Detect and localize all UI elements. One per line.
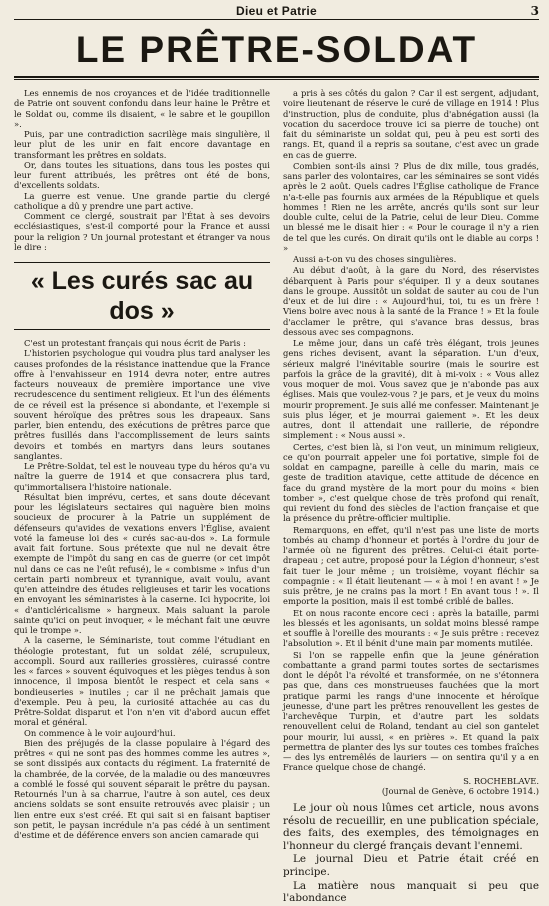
- intro-paragraph: Puis, par une contradiction sacrilège mais singulière, il leur plut de les unir en fait encore davantage en transformant les prêtres en soldats.: [14, 129, 270, 160]
- article-paragraph: Et on nous raconte encore ceci : après la bataille, parmi les blessés et les agonisants, un soldat moins blessé rampe et souffle à l'oreille des mourants : « Je suis prêtre : recevez l'absolution ». Et il bénit d'une main par moments mutilée.: [283, 607, 539, 649]
- article-paragraph: L'historien psychologue qui voudra plus tard analyser les causes profondes de la résistance inattendue que la France offre à l'envahisseur en 1914 devra noter, entre autres facteurs nouveaux de première importance une vive recrudescence du sentiment religieux. Et l'un des éléments de ce réveil est la présence si abondante, et l'exemple si souvent héroïque des prêtres sous les drapeaux. Sans parler, bien entendu, des exécutions de prêtres parce que prêtres fusillés dans l'accomplissement de leurs saints devoirs et tombés en martyrs dans leurs soutanes sanglantes.: [14, 348, 270, 461]
- subhead-box: [14, 262, 270, 330]
- title-rule: [14, 76, 539, 80]
- article-body-left: [14, 338, 270, 840]
- intro-paragraph: Les ennemis de nos croyances et de l'idée traditionnelle de Patrie ont souvent confondu dans leur haine le Prêtre et le Soldat ou, comme ils disaient, « le sabre et le goupillon ».: [14, 88, 270, 129]
- intro-paragraph: La guerre est venue. Une grande partie du clergé catholique a dû y prendre une part active.: [14, 190, 270, 211]
- article-paragraph: a pris à ses côtés du galon ? Car il est sergent, adjudant, voire lieutenant de réserve le curé de village en 1914 ! Plus d'instruction, plus de conduite, plus d'abnégation aussi (la vocation du sacerdoce trouve ici sa pierre de touche) ont fait du séminariste un soldat qui, peu à peu est sorti des rangs. Et, quand il a repris sa soutane, c'est avec un grade en cas de guerre.: [283, 88, 539, 160]
- article-paragraph: Aussi a-t-on vu des choses singulières.: [293, 254, 457, 264]
- article-paragraph: On commence à le voir aujourd'hui.: [24, 727, 176, 738]
- right-column: [283, 88, 539, 906]
- article-paragraph: Résultat bien imprévu, certes, et sans doute décevant pour les législateurs sectaires qui naguère bien moins soucieux de procurer à la Patrie un supplément de défenseurs qu'avides de vexations envers l'Église, avaient voté la fameuse loi des « curés sac-au-dos ». La formule avait fait fortune. Sous prétexte que nul ne devait être exempte de l'impôt du sang en cas de guerre (or cet impôt nul dans ce cas ne l'eût refusé), le « combisme » infus d'un certain parti nombreux et tyrannique, avait voulu, avant qu'en atteindre des études religieuses et tarir les vocations en envoyant les séminaristes à la caserne. Ici hypocrite, loi « d'anticléricalisme » hargneux. Mais saluant la parole sainte qu'ici on peut invoquer, « le méchant fait une œuvre qui le trompe ».: [14, 491, 270, 635]
- article-columns: [14, 88, 539, 906]
- article-paragraph: A la caserne, le Séminariste, tout comme l'étudiant en théologie protestant, fut un soldat zélé, scrupuleux, accompli. Sourd aux railleries grossières, cuirassé contre les « farces » souvent équivoques et les pièges tendus à son innocence, il imposa bientôt le respect et cela sans « bondieuseries » inutiles ; car il ne prêchait jamais que d'exemple. Peu à peu, la curiosité attachée au cas du Prêtre-Soldat disparut et l'on n'en vit d'abord aucun effet moral et général.: [14, 635, 270, 728]
- editorial-paragraph: La matière nous manquait si peu que l'abondance: [283, 879, 539, 905]
- editorial-paragraph: Le journal Dieu et Patrie était créé en principe.: [283, 853, 539, 878]
- intro-paragraph: Comment ce clergé, soustrait par l'État à ses devoirs ecclésiastiques, s'est-il comporté pour la France et aussi pour la religion ? Un journal protestant et étranger va nous le dire :: [14, 211, 270, 252]
- article-paragraph: Combien sont-ils ainsi ? Plus de dix mille, tous gradés, sans parler des volontaires, car les séminaires se sont vidés après le 2 août. Quels cadres l'Église catholique de France n'a-t-elle pas fournis aux armées de la République et quels hommes ! Rien ne les arrête, ancrés qu'ils sont sur leur double culte, celui de la Patrie, celui de leur Dieu. Comme un blessé me le disait hier : « Pour le courage il n'y a rien de tel que les curés. On dirait qu'ils ont le diable au corps ! »: [283, 160, 539, 253]
- article-paragraph: C'est un protestant français qui nous écrit de Paris :: [24, 338, 246, 348]
- article-paragraph: Le Prêtre-Soldat, tel est le nouveau type du héros qu'a vu naître la guerre de 1914 et que consacrera plus tard, qu'immortalisera l'histoire nationale.: [14, 461, 270, 492]
- page-number: 3: [530, 4, 539, 18]
- article-paragraph: Remarquons, en effet, qu'il n'est pas une liste de morts tombés au champ d'honneur et portés à l'ordre du jour de l'armée où ne figurent des prêtres. Celui-ci était porte-drapeau ; cet autre, proposé pour la Légion d'honneur, s'est fait tuer le jour même ; un troisième, voyant fléchir sa compagnie : « Il était lieutenant — « à moi ! en avant ! » Je suis prêtre, je ne crains pas la mort ! En avant tous ! ». Il emporte la position, mais il est tombé criblé de balles.: [283, 524, 539, 607]
- article-body-right: [283, 88, 539, 773]
- page-header: [14, 3, 539, 20]
- publication-name: Dieu et Patrie: [236, 4, 317, 18]
- left-column: [14, 88, 270, 906]
- editorial-note: [283, 802, 539, 905]
- article-paragraph: Bien des préjugés de la classe populaire à l'égard des prêtres « qui ne sont pas des hommes comme les autres », se sont dissipés aux contacts du régiment. La fraternité de la chambrée, de la corvée, de la maladie ou des manœuvres a comblé le fossé qui souvent séparait le prêtre du paysan. Retournés l'un à sa charrue, l'autre à son autel, ces deux anciens soldats se sont ensuite retrouvés avec plaisir ; un lien entre eux s'est créé. Et qui sait si en faisant baptiser son petit, le paysan incrédule n'a pas cédé à un sentiment d'estime et de déférence envers son ancien camarade qui: [14, 737, 270, 840]
- signature-source: (Journal de Genève, 6 octobre 1914.): [381, 785, 539, 796]
- article-subhead: « Les curés sac au dos »: [30, 267, 254, 325]
- article-paragraph: Le même jour, dans un café très élégant, trois jeunes gens riches devisent, avant la séparation. L'un d'eux, sérieux malgré l'inévitable sourire (mais le sourire est parfois la grâce de la gravité), dit à mi-voix : « Vous allez vous moquer de moi. Vous savez que je n'abonde pas aux églises. Mais que voulez-vous ? je pars, et je veux du moins mourir proprement. Je suis allé me confesser. Maintenant je suis plus léger, et je mourrai gaiement ». Et les deux autres, dont il attendait une raillerie, de répondre simplement : « Nous aussi ».: [283, 338, 539, 441]
- article-paragraph: Si l'on se rappelle enfin que la jeune génération combattante a grand parmi toutes sortes de sectarismes dont le dépôt l'a révolté et transformée, on ne s'étonnera pas que, dans ces monstrueuses fauchées que la mort pratique parmi les rangs d'une innocente et héroïque jeunesse, d'une part les prêtres renouvellent les gestes de l'archevêque Turpin, et d'autre part les soldats renouvellent celui de Roland, tendant au ciel son gantelet pour mourir, lui aussi, « en prières ». Et quand la paix permettra de planter des lys sur toutes ces tombes fraîches — des lys entremêlés de lauriers — on sentira qu'il y a en France quelque chose de changé.: [283, 649, 539, 773]
- intro-section: [14, 88, 270, 252]
- article-paragraph: Au début d'août, à la gare du Nord, des réservistes débarquent à Paris pour s'équiper. Il y a deux soutanes dans le groupe. Aussitôt un soldat de sauter au cou de l'un d'eux et de lui dire : « Aujourd'hui, toi, tu es un frère ! Viens boire avec nous à la santé de la France ! » Et la foule d'acclamer le prêtre, qui s'avance bras dessus, bras dessous avec ses compagnons.: [283, 265, 539, 337]
- article-paragraph: Certes, c'est bien là, si l'on veut, un minimum religieux, ce qu'on pourrait appeler une foi portative, simple foi de soldat en campagne, pareille à celle du marin, mais ce geste de tradition atavique, cette attitude de décence en face du grand mystère de la mort pour du moins « bien tomber », c'est quelque chose de très profond qui renaît, qui revient du fond des siècles de l'action française et que la présence du prêtre-officier multiplie.: [283, 441, 539, 524]
- article-title: LE PRÊTRE-SOLDAT: [75, 29, 478, 70]
- editorial-paragraph: Le jour où nous lûmes cet article, nous avons résolu de recueillir, en une publication spéciale, des faits, des exemples, des témoignages en l'honneur du clergé français devant l'ennemi.: [283, 802, 539, 852]
- intro-paragraph: Or, dans toutes les situations, dans tous les postes qui leur furent attribués, les prêtres ont été de bons, d'excellents soldats.: [14, 159, 270, 191]
- signature-name: S. ROCHEBLAVE.: [463, 775, 539, 786]
